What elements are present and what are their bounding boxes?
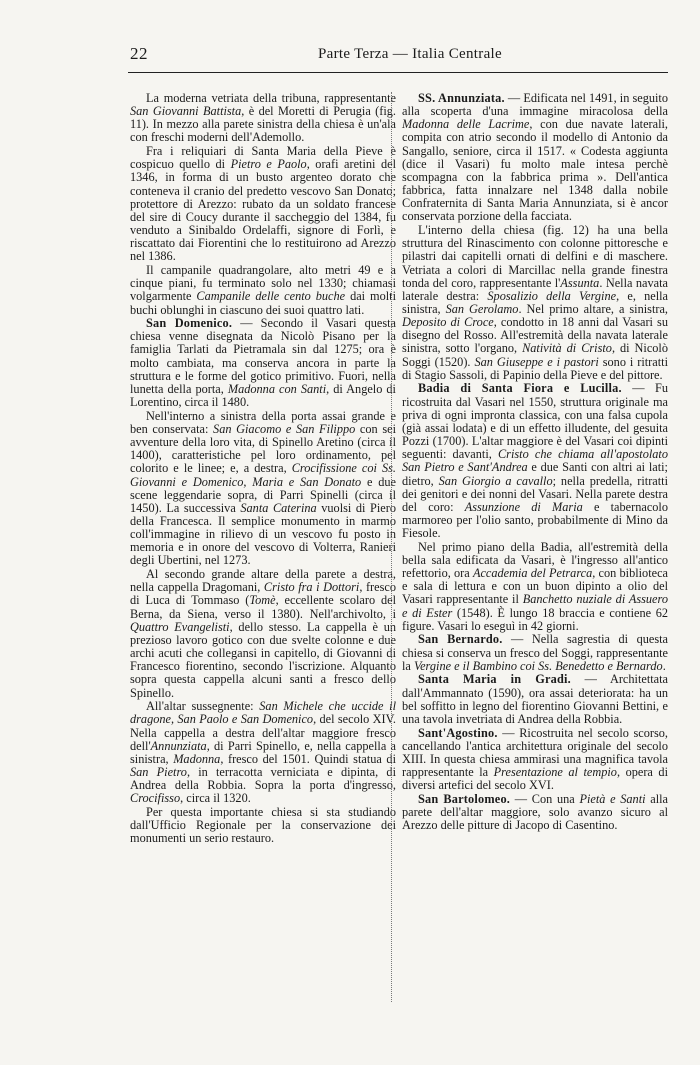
paragraph <box>130 410 396 568</box>
text-run: , di Parri Spinello, e, nella cappella a sinistra, <box>130 738 396 766</box>
text-run: , fresco del 1501. Quindi statua di <box>220 751 396 766</box>
paragraph-badia <box>402 382 668 540</box>
text-run: , di Angelo di Lorentino, circa il 1480. <box>130 381 396 410</box>
italic-title: Crocifisso <box>130 791 181 806</box>
text-run: , condotto in 18 anni dal Vasari su disegno del Rosso. All'estremità della navata laterale sinistra, sotto l'organo, <box>402 315 668 356</box>
text-run: e tabernacolo marmoreo per l'olio santo, probabilmente di Mino da Fiesole. <box>402 499 668 541</box>
text-run: — Architettata dall'Ammannato (1590), ora assai deteriorata: ha un bel soffitto in legno del fiorentino Giovanni Bettini, e una tavola invetriata di Andrea della Robbia. <box>402 672 668 726</box>
text-run: La moderna vetriata della tribuna, rappresentante <box>146 91 396 105</box>
text-run: — Secondo il Vasari questa chiesa venne disegnata da Nicolò Pisano per la famiglia Tarlati da Pietramala sin dal 1275; ora è molto cambiata, ma conserva ancora in parte la struttura e le forme del gotico primitivo. Fuori, nella lunetta della porta, <box>130 316 396 396</box>
text-run: — Nella sagrestia di questa chiesa si conserva un fresco del Soggi, rappresentante la <box>402 632 668 673</box>
italic-title: San Gerolamo <box>445 302 519 316</box>
italic-title: Vergine e il Bambino coi Ss. Benedetto e Bernardo <box>413 658 663 673</box>
text-run: Fra i reliquiari di Santa Maria della Pieve è cospicuo quello di <box>130 144 396 172</box>
text-run: , con due navate laterali, compita con atrio secondo il modello di Antonio da Sangallo, seniore, circa il 1517. « Codesta aggiunta (dice il Vasari) fu molto male intesa perchè scompagna con la fabbrica prima ». Dell'antica fabbrica, fatta innalzare nel 1348 dalla nobile Confraternita di Santa Maria Annunziata, si è ancor conservata porzione della facciata. <box>402 117 668 224</box>
text-run: , orafi aretini del 1346, in forma di un busto argenteo dorato che conteneva il cranio del predetto vescovo San Donato; protettore di Arezzo: rubato da un soldato francese del sire di Coucy durante il saccheggio del 1384, fu venduto a Sinibaldo Ordelaffi, signore di Forlì, e riscattato dai Fiorentini che lo restituirono ad Arezzo nel 1386. <box>130 157 396 264</box>
header-rule <box>128 72 668 73</box>
paragraph <box>402 541 668 633</box>
italic-title: Accademia del Petrarca <box>472 566 593 581</box>
text-run: . <box>662 658 666 673</box>
text-run: . Nella navata laterale destra: <box>402 275 668 303</box>
italic-title: Quattro Evangelisti <box>130 619 230 634</box>
text-run: e due Santi con altri ai lati; dietro, <box>402 460 668 488</box>
text-run: Per questa importante chiesa si sta studiando dall'Ufficio Regionale per la conservazione dei monumenti un serio restauro. <box>130 804 396 846</box>
italic-title: Madonna <box>173 751 221 766</box>
paragraph-sant-agostino <box>402 727 668 793</box>
section-heading: Santa Maria in Gradi. <box>418 672 571 687</box>
italic-title: San Pietro <box>130 764 187 779</box>
section-heading: Sant'Agostino. <box>418 725 498 740</box>
page-number: 22 <box>130 44 148 63</box>
text-run: con sei avventure della loro vita, di Spinello Aretino (circa il 1400), caratteristiche pel loro ordinamento, pel colorito e le linee; e, a destra, <box>130 421 396 476</box>
text-run: alla parete dell'altar maggiore, solo avanzo sicuro al Arezzo delle pitture di Jacopo di Casentino. <box>402 791 668 833</box>
section-heading: Badia di Santa Fiora e Lucilla. <box>418 381 622 396</box>
paragraph-san-domenico <box>130 317 396 409</box>
italic-title: Tomè <box>249 593 276 608</box>
italic-title: Crocifissione coi Ss. Giovanni e Domenico, Maria e San Donato <box>130 461 396 489</box>
text-run: e due scene leggendarie sopra, di Parri Spinelli (circa il 1450). La successiva <box>130 474 396 515</box>
section-heading: SS. Annunziata. <box>418 91 505 105</box>
text-run: , del secolo XIV. Nella cappella a destra dell'altar maggiore fresco dell' <box>130 712 396 753</box>
text-run: . Nel primo altare, a sinistra, <box>518 302 668 316</box>
italic-title: San Michele che uccide il dragone, San Paolo e San Domenico <box>130 699 397 727</box>
text-run: — Con una <box>510 791 580 806</box>
italic-title: Assunta <box>560 275 600 290</box>
paragraph <box>130 806 396 845</box>
italic-title: Pietà e Santi <box>579 791 646 806</box>
text-run: , di Nicolò Soggi (1520). <box>402 341 668 369</box>
italic-title: Annunziata <box>150 738 207 753</box>
text-run: , in terracotta verniciata e dipinta, di Andrea della Robbia. Sopra la porta d'ingresso, <box>130 764 396 793</box>
italic-title: Campanile delle cento buche <box>196 289 346 304</box>
italic-title: Cristo che chiama all'apostolato San Pietro e Sant'Andrea <box>402 447 668 475</box>
italic-title: Natività di Cristo <box>522 341 612 356</box>
italic-title: San Giuseppe e i pastori <box>474 354 599 369</box>
text-run: , fresco di Luca di Tommaso ( <box>130 580 396 608</box>
italic-title: Deposito di Croce <box>402 315 494 330</box>
text-run: (1548). È lungo 18 braccia e contiene 62 figure. Vasari lo eseguì in 42 giorni. <box>402 605 668 633</box>
paragraph <box>130 145 396 263</box>
paragraph-ss-annunziata <box>402 92 668 224</box>
paragraph-santa-maria-in-gradi <box>402 673 668 726</box>
text-run: Nel primo piano della Badia, all'estremità della bella sala edificata da Vasari, è l'ingresso all'antico refettorio, ora <box>402 539 668 581</box>
italic-title: Presentazione al tempio <box>493 764 617 779</box>
italic-title: San Giovanni Battista <box>130 104 242 119</box>
text-run: dai molti buchi oblunghi in ciascuno dei suoi quattro lati. <box>130 289 397 317</box>
text-run: , opera di diversi artefici del secolo XVI. <box>402 764 668 793</box>
italic-title: Pietro e Paolo <box>230 157 307 172</box>
right-column <box>402 92 668 832</box>
paragraph <box>130 264 396 317</box>
section-heading: San Bartolomeo. <box>418 791 511 806</box>
italic-title: Madonna con Santi <box>227 381 327 396</box>
italic-title: San Giorgio a cavallo <box>438 473 553 488</box>
text-run: , circa il 1320. <box>180 791 251 806</box>
text-run: Nell'interno a sinistra della porta assai grande e ben conservata: <box>130 408 396 436</box>
running-head: Parte Terza — Italia Centrale <box>318 46 502 62</box>
text-run: — Ricostruita nel secolo scorso, cancellando l'antica architettura originale del secolo XIII. In questa chiesa ammirasi una magnifica tavola rappresentante la <box>402 725 668 779</box>
text-run: ; nella predella, ritratti dei genitori e dei nonni del Vasari. Nella parete destra del coro: <box>402 473 668 514</box>
paragraph-san-bartolomeo <box>402 793 668 832</box>
italic-title: Santa Caterina <box>240 500 317 515</box>
paragraph <box>402 224 668 382</box>
text-run: , è del Moretti di Perugia (fig. 11). In mezzo alla parete sinistra della chiesa è un'ala con freschi moderni dell'Ademollo. <box>130 104 397 145</box>
paragraph <box>130 700 396 805</box>
text-run: , eccellente scolaro del Berna, da Siena, verso il 1380). Nell'archivolto, i <box>130 593 396 621</box>
italic-title: Cristo fra i Dottori <box>263 580 360 595</box>
section-heading: San Bernardo. <box>418 632 503 647</box>
paragraph <box>130 92 396 145</box>
text-run: — Edificata nel 1491, in seguito alla scoperta d'una immagine miracolosa della <box>402 91 668 119</box>
column-divider <box>391 92 392 1002</box>
section-heading: San Domenico. <box>146 316 233 331</box>
text-run: L'interno della chiesa (fig. 12) ha una bella struttura del Rinascimento con colonne pittoresche e pilastri dai capitelli ornati di delfini e di maschere. Vetriata a colori di Marcillac nella grande finestra tonda del coro, rappresentante l' <box>402 223 668 290</box>
italic-title: San Giacomo e San Filippo <box>213 421 356 436</box>
text-run: , dello stesso. La cappella è un prezioso lavoro gotico con due svelte colonne e due archi acuti che collegansi in capitello, di Giovanni di Francesco fiorentino, secondo l'iscrizione. Alquanto sopra questa cappella alcuni santi a fresco dello Spinello. <box>130 619 397 700</box>
text-run: vuolsi di Piero della Francesca. Il semplice monumento in marmo coll'immagine in rilievo di un vescovo fu posto in memoria e in onore del vescovo di Volterra, Ranieri degli Ubertini, nel 1273. <box>130 500 397 568</box>
italic-title: Banchetto nuziale di Assuero e di Ester <box>402 592 668 620</box>
italic-title: Sposalizio della Vergine <box>487 288 617 303</box>
italic-title: Assunzione di Maria <box>464 499 583 514</box>
text-run: All'altar sussegnente: <box>146 699 260 714</box>
text-run: , e, nella sinistra, <box>402 288 669 316</box>
paragraph <box>130 568 396 700</box>
paragraph-san-bernardo <box>402 633 668 672</box>
italic-title: Madonna delle Lacrime <box>402 117 530 132</box>
text-run: Il campanile quadrangolare, alto metri 49 e a cinque piani, fu terminato solo nel 1330; chiamasi volgarmente <box>130 263 396 304</box>
text-run: sono i ritratti di Stagio Sassoli, di Papinio della Pieve e del pittore. <box>402 354 668 382</box>
text-run: — Fu ricostruita dal Vasari nel 1550, struttura originale ma priva di ogni impronta classica, con una falsa cupola (già assai lodata) e di un effetto illudente, del gesuita Pozzi (1700). L'altar maggiore è del Vasari coi dipinti seguenti: davanti, <box>402 381 668 462</box>
text-run: , con biblioteca e sala di lettura e con un buon dipinto a olio del Vasari rappresentante il <box>402 566 668 607</box>
text-run: Al secondo grande altare della parete a destra, nella cappella Dragomani, <box>130 567 396 595</box>
left-column <box>130 92 396 845</box>
